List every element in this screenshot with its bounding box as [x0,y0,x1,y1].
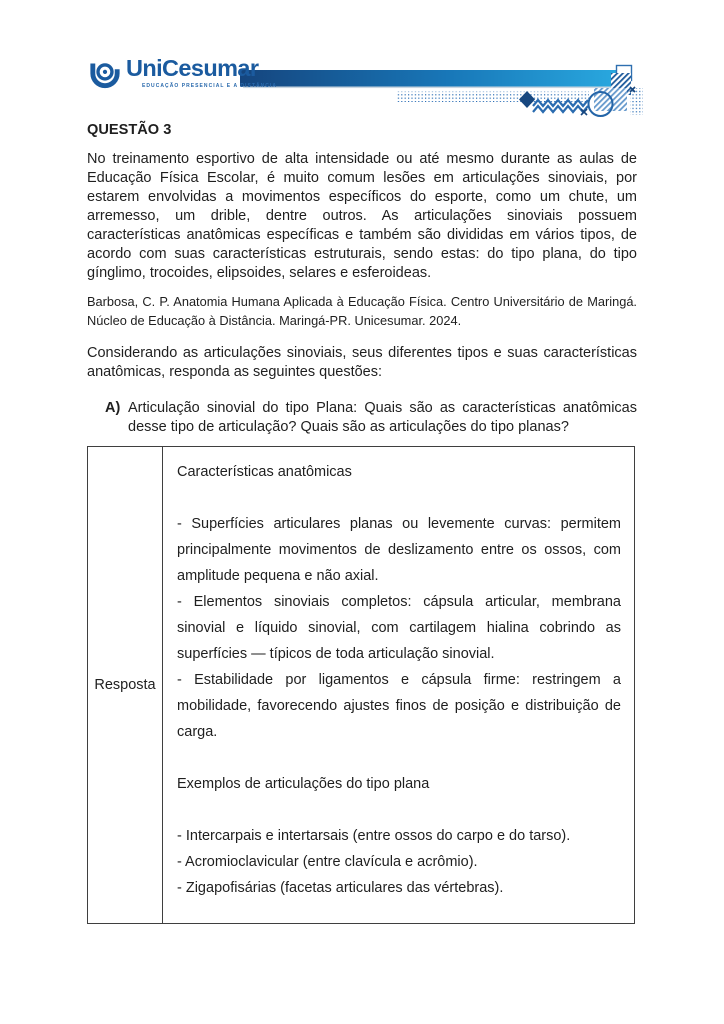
question-intro-paragraph: No treinamento esportivo de alta intensidade ou até mesmo durante as aulas de Educação Física Escolar, é muito comum lesões em articulações sinoviais, por estarem envolvidas a movimentos específicos do esporte, como um chute, um arremesso, um drible, dentre outros. As articulações sinoviais possuem características anatômicas específicas e também são divididas em vários tipos, de acordo com suas características estruturais, sendo estas: do tipo plana, do tipo gínglimo, trocoides, elipsoides, selares e esferoideas. [87,151,637,281]
item-a-text: Articulação sinovial do tipo Plana: Quais são as características anatômicas desse tipo de articulação? Quais são as articulações do tipo planas? [128,400,637,435]
question-title: QUESTÃO 3 [87,122,172,138]
item-a-label: A) [105,400,121,416]
answer-row-label: Resposta [88,447,163,924]
logo-brand-text: UniCesumar [126,55,259,81]
citation: Barbosa, C. P. Anatomia Humana Aplicada à Educação Física. Centro Universitário de Maringá. Núcleo de Educação à Distância. Maringá-PR. Unicesumar. 2024. [87,294,637,328]
answer-section-2-item: - Acromioclavicular (entre clavícula e acrômio). [177,854,478,870]
answer-section-1-item: - Estabilidade por ligamentos e cápsula firme: restringem a mobilidade, favorecendo ajustes finos de posição e distribuição de carga. [177,672,621,740]
answer-section-2-item: - Intercarpais e intertarsais (entre ossos do carpo e do tarso). [177,828,571,844]
answer-section-2-heading: Exemplos de articulações do tipo plana [177,776,430,792]
question-content [87,0,637,924]
question-prompt: Considerando as articulações sinoviais, seus diferentes tipos e suas características anatômicas, responda as seguintes questões: [87,345,637,380]
unicesumar-logo [87,55,277,92]
answer-section-2-item: - Zigapofisárias (facetas articulares das vértebras). [177,880,504,896]
answer-cell [163,447,635,924]
gradient-bar [240,70,618,88]
dot-grid [396,92,589,103]
answer-table [87,446,635,924]
answer-section-1-heading: Características anatômicas [177,464,352,480]
unicesumar-logo-icon [87,55,123,92]
answer-table-row [88,447,635,924]
dot-grid-right [630,88,643,115]
logo-tagline: EDUCAÇÃO PRESENCIAL E A DISTÂNCIA [142,83,278,89]
answer-section-1-item: - Superfícies articulares planas ou levemente curvas: permitem principalmente movimentos de deslizamento entre os ossos, com amplitude pequena e não axial. [177,516,621,584]
question-item-a [87,399,637,437]
answer-section-1-item: - Elementos sinoviais completos: cápsula articular, membrana sinovial e líquido sinovial, com cartilagem hialina cobrindo as superfícies — típicos de toda articulação sinovial. [177,594,621,662]
